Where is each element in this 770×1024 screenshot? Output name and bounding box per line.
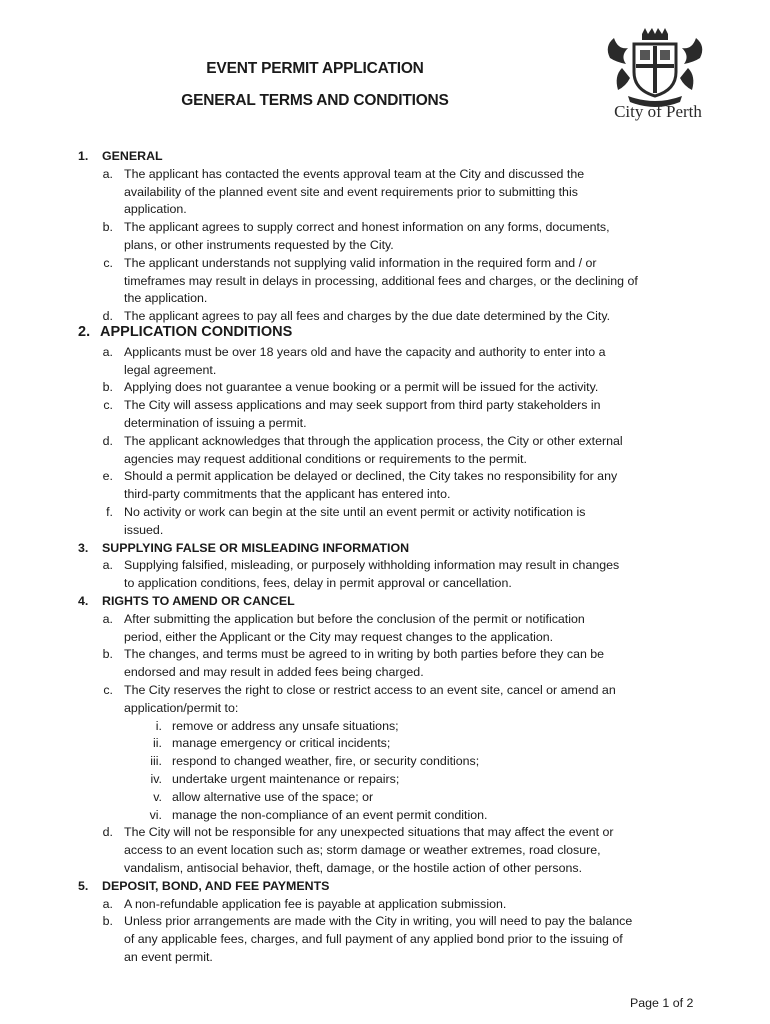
city-of-perth-logo-text: City of Perth	[614, 102, 702, 121]
clause-text-line: After submitting the application but before the conclusion of the permit or notification	[124, 611, 585, 626]
clause-text-line: The applicant understands not supplying valid information in the required form and / or	[124, 255, 597, 270]
clause-text-line: period, either the Applicant or the City may request changes to the application.	[124, 629, 554, 644]
document-subtitle: GENERAL TERMS AND CONDITIONS	[181, 92, 449, 109]
clause-label: d.	[102, 309, 113, 324]
subclause-text: undertake urgent maintenance or repairs;	[172, 772, 400, 786]
clause-text-line: The applicant acknowledges that through the application process, the City or other external	[124, 433, 623, 448]
clause-text-line: Supplying falsified, misleading, or purposely withholding information may result in changes	[124, 558, 620, 573]
clause-text-line: Applicants must be over 18 years old and have the capacity and authority to enter into a	[124, 344, 606, 359]
clause-text-line: Should a permit application be delayed or declined, the City takes no responsibility for any	[124, 469, 618, 484]
clause-text-line: Applying does not guarantee a venue booking or a permit will be issued for the activity.	[124, 380, 599, 395]
clause-text-line: The City reserves the right to close or restrict access to an event site, cancel or amend an	[124, 683, 616, 697]
clause-label: e.	[102, 469, 113, 484]
clause-label: d.	[102, 825, 113, 840]
clause-label: a.	[102, 558, 113, 573]
clause-label: b.	[102, 220, 113, 235]
clause-label: c.	[103, 683, 113, 697]
clause-text-line: issued.	[124, 522, 164, 537]
clause-label: b.	[102, 647, 113, 662]
clause-text-line: The applicant has contacted the events approval team at the City and discussed the	[124, 166, 585, 181]
clause-text-line: endorsed and may result in added fees being charged.	[124, 665, 424, 680]
clause-text-line: access to an event location such as; storm damage or weather extremes, road closure,	[124, 843, 601, 858]
section-number: 2.	[78, 324, 91, 340]
clause-label: b.	[102, 380, 113, 395]
section-title: RIGHTS TO AMEND OR CANCEL	[102, 594, 295, 608]
subclause-label: v.	[153, 789, 162, 804]
section-title: SUPPLYING FALSE OR MISLEADING INFORMATION	[102, 540, 410, 555]
section-number: 5.	[78, 878, 89, 893]
clause-label: a.	[102, 344, 113, 359]
clause-label: c.	[103, 398, 113, 413]
page-number: Page 1 of 2	[630, 996, 694, 1010]
clause-text-line: availability of the planned event site and event requirements prior to submitting this	[124, 184, 578, 199]
clause-text-line: The applicant agrees to pay all fees and charges by the due date determined by the City.	[124, 309, 611, 324]
clause-text-line: of any applicable fees, charges, and full payment of any applied bond prior to the issuing of	[124, 932, 623, 947]
subclause-label: iii.	[150, 754, 162, 769]
section-number: 4.	[78, 594, 89, 608]
section-title: APPLICATION CONDITIONS	[100, 324, 293, 340]
subclause-label: iv.	[150, 772, 162, 786]
clause-label: a.	[102, 166, 113, 181]
clause-text-line: Unless prior arrangements are made with the City in writing, you will need to pay the balance	[124, 914, 633, 929]
section-title: DEPOSIT, BOND, AND FEE PAYMENTS	[102, 878, 330, 893]
subclause-text: respond to changed weather, fire, or security conditions;	[172, 754, 480, 769]
clause-text-line: application.	[124, 202, 187, 217]
clause-text-line: The changes, and terms must be agreed to in writing by both parties before they can be	[124, 647, 605, 662]
clause-text-line: The City will not be responsible for any unexpected situations that may affect the event or	[124, 825, 614, 840]
subclause-text: manage emergency or critical incidents;	[172, 736, 391, 751]
clause-text-line: The City will assess applications and may seek support from third party stakeholders in	[124, 398, 601, 413]
subclause-label: i.	[155, 718, 162, 733]
clause-label: a.	[102, 896, 113, 911]
section-title: GENERAL	[102, 149, 163, 163]
clause-text-line: No activity or work can begin at the site until an event permit or activity notification is	[124, 505, 586, 519]
clause-label: f.	[106, 505, 113, 519]
section-number: 1.	[78, 149, 89, 163]
clause-text-line: A non-refundable application fee is payable at application submission.	[124, 896, 507, 911]
clause-label: d.	[102, 433, 113, 448]
clause-label: a.	[102, 611, 113, 626]
subclause-text: manage the non-compliance of an event permit condition.	[172, 807, 488, 822]
clause-text-line: timeframes may result in delays in processing, additional fees and charges, or the declining of	[124, 273, 638, 288]
clause-text-line: application/permit to:	[124, 700, 239, 715]
clause-text-line: plans, or other instruments requested by the City.	[124, 238, 394, 252]
section-number: 3.	[78, 540, 89, 555]
subclause-text: allow alternative use of the space; or	[172, 789, 374, 804]
clause-text-line: The applicant agrees to supply correct and honest information on any forms, documents,	[124, 220, 610, 235]
subclause-text: remove or address any unsafe situations;	[172, 718, 399, 733]
clause-text-line: vandalism, antisocial behavior, theft, damage, or the hostile action of other persons.	[124, 861, 583, 875]
clause-text-line: agencies may request additional conditions or requirements to the permit.	[124, 451, 527, 466]
clause-label: b.	[102, 914, 113, 929]
clause-text-line: to application conditions, fees, delay in permit approval or cancellation.	[124, 576, 512, 591]
clause-text-line: an event permit.	[124, 950, 213, 964]
subclause-label: vi.	[149, 807, 162, 822]
clause-text-line: the application.	[124, 291, 208, 306]
clause-label: c.	[103, 255, 113, 270]
document-title: EVENT PERMIT APPLICATION	[206, 60, 424, 77]
clause-text-line: determination of issuing a permit.	[124, 416, 307, 430]
subclause-label: ii.	[153, 736, 162, 751]
clause-text-line: third-party commitments that the applicant has entered into.	[124, 487, 451, 502]
clause-text-line: legal agreement.	[124, 362, 217, 377]
